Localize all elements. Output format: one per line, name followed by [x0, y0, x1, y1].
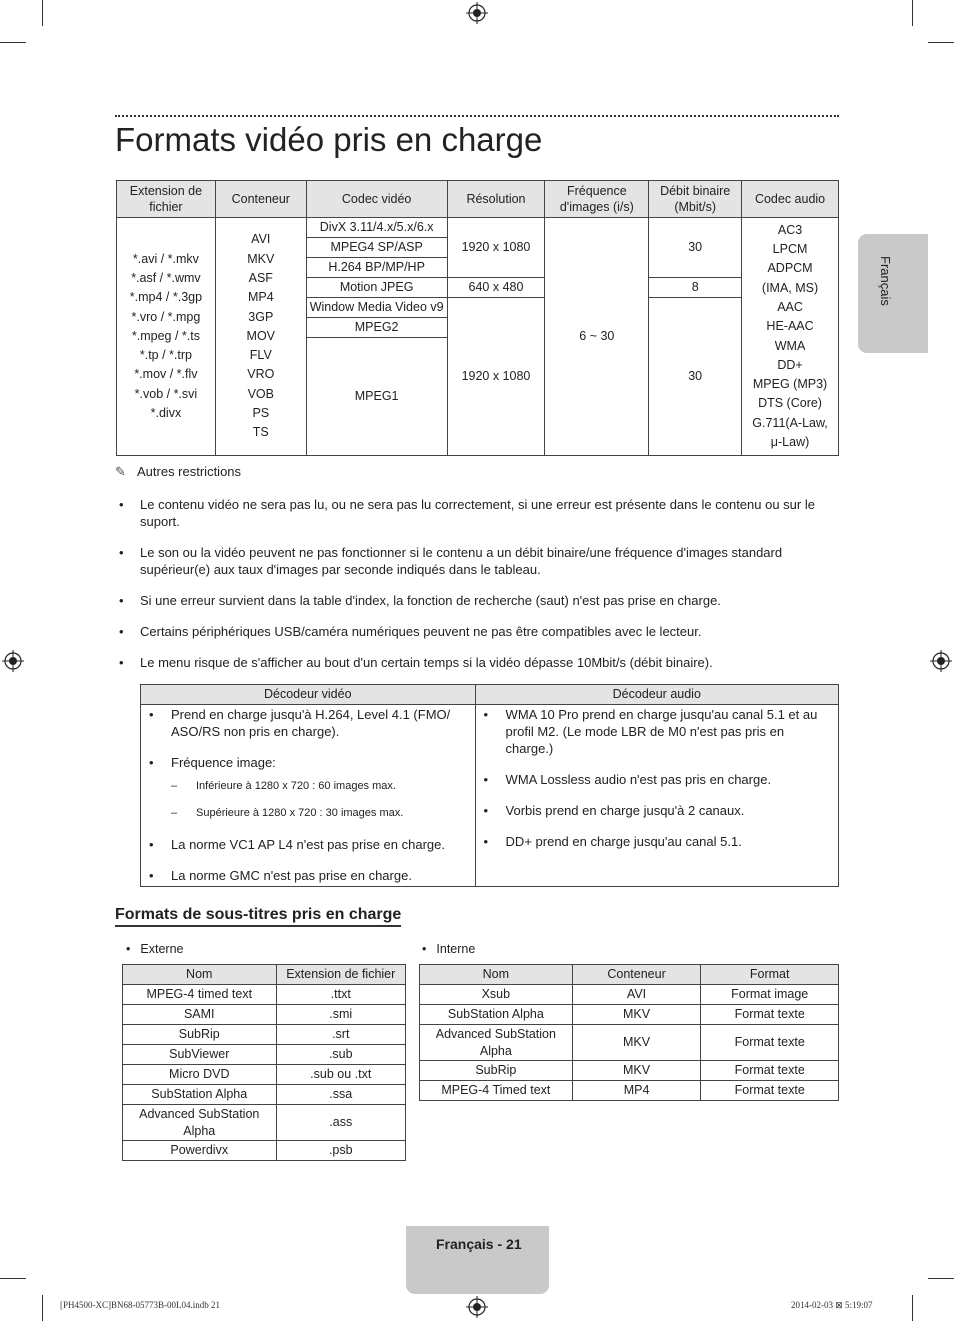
table-row [123, 1085, 406, 1105]
crop-mark [0, 42, 26, 43]
codec-cell: MPEG2 [306, 318, 447, 338]
column-header: Fréquence d'images (i/s) [545, 181, 649, 218]
table-cell: Format texte [701, 1005, 839, 1025]
external-label: • Externe [126, 942, 183, 956]
table-cell: .psb [276, 1141, 405, 1161]
video-decoder-cell [141, 705, 476, 887]
column-header: Nom [123, 965, 277, 985]
table-cell: .smi [276, 1005, 405, 1025]
list-sub-item: – Supérieure à 1280 x 720 : 30 images max. [149, 805, 467, 822]
table-row [123, 1005, 406, 1025]
column-header: Conteneur [572, 965, 701, 985]
column-header: Nom [420, 965, 573, 985]
side-tab-label: Français [878, 256, 893, 306]
crop-mark [912, 0, 913, 26]
table-row [420, 985, 839, 1005]
list-item: • La norme VC1 AP L4 n'est pas prise en charge. [149, 836, 467, 853]
column-header: Extension de fichier [117, 181, 216, 218]
print-footer-file: [PH4500-XC]BN68-05773B-00L04.indb 21 [60, 1300, 220, 1310]
print-footer-timestamp: 2014-02-03 ⊠ 5:19:07 [791, 1300, 873, 1310]
table-cell: .sub ou .txt [276, 1065, 405, 1085]
page-number-label: Français - 21 [436, 1236, 522, 1252]
external-subtitles-table [122, 964, 406, 1161]
table-cell: Format image [701, 985, 839, 1005]
codec-cell: MPEG1 [306, 338, 447, 456]
table-cell: MKV [572, 1061, 701, 1081]
table-cell: Powerdivx [123, 1141, 277, 1161]
list-item: • Prend en charge jusqu'à H.264, Level 4.1 (FMO/ ASO/RS non pris en charge). [149, 706, 467, 740]
table-cell: SubStation Alpha [420, 1005, 573, 1025]
table-row [123, 1025, 406, 1045]
list-item: • WMA Lossless audio n'est pas pris en charge. [484, 771, 830, 788]
table-cell: MPEG-4 Timed text [420, 1081, 573, 1101]
list-item: • WMA 10 Pro prend en charge jusqu'au canal 5.1 et au profil M2. (Le mode LBR de M0 n'est pas pris en charge.) [484, 706, 830, 757]
list-item: • Fréquence image: [149, 754, 467, 771]
crop-mark [912, 1295, 913, 1321]
registration-mark-icon [930, 650, 952, 672]
table-row [117, 218, 839, 238]
list-item: • Vorbis prend en charge jusqu'à 2 canaux. [484, 802, 830, 819]
column-header: Codec vidéo [306, 181, 447, 218]
containers-cell: AVI MKV ASF MP4 3GP MOV FLV VRO VOB PS TS [215, 218, 306, 456]
frame-rate-cell: 6 ~ 30 [545, 218, 649, 456]
table-row [420, 1025, 839, 1061]
table-cell: SubStation Alpha [123, 1085, 277, 1105]
codec-cell: Window Media Video v9 [306, 298, 447, 318]
list-item: • La norme GMC n'est pas prise en charge. [149, 867, 467, 884]
codec-cell: H.264 BP/MP/HP [306, 258, 447, 278]
page-number-tab [406, 1226, 549, 1294]
table-header-row [123, 965, 406, 985]
table-cell: Format texte [701, 1081, 839, 1101]
list-item: • Le menu risque de s'afficher au bout d'un certain temps si la vidéo dépasse 10Mbit/s (débit binaire). [115, 654, 839, 671]
column-header: Débit binaire (Mbit/s) [649, 181, 742, 218]
table-row [420, 1061, 839, 1081]
table-cell: SubRip [123, 1025, 277, 1045]
column-header: Conteneur [215, 181, 306, 218]
table-cell: MPEG-4 timed text [123, 985, 277, 1005]
table-cell: SubViewer [123, 1045, 277, 1065]
internal-label: • Interne [422, 942, 475, 956]
list-item: • Si une erreur survient dans la table d'index, la fonction de recherche (saut) n'est pas prise en charge. [115, 592, 839, 609]
table-cell: Xsub [420, 985, 573, 1005]
restrictions-list [115, 496, 839, 685]
decoder-table [140, 684, 839, 887]
bitrate-cell: 30 [649, 218, 742, 278]
table-row [141, 705, 839, 887]
codec-cell: MPEG4 SP/ASP [306, 238, 447, 258]
table-cell: .sub [276, 1045, 405, 1065]
table-row [123, 1065, 406, 1085]
crop-mark [928, 1278, 954, 1279]
table-cell: Micro DVD [123, 1065, 277, 1085]
table-cell: .ass [276, 1105, 405, 1141]
bitrate-cell: 30 [649, 298, 742, 456]
list-sub-item: – Inférieure à 1280 x 720 : 60 images max. [149, 778, 467, 795]
registration-mark-icon [2, 650, 24, 672]
codec-cell: Motion JPEG [306, 278, 447, 298]
list-item: • Le contenu vidéo ne sera pas lu, ou ne sera pas lu correctement, si une erreur est présente dans le contenu ou sur le suport. [115, 496, 839, 530]
table-cell: .ttxt [276, 985, 405, 1005]
table-cell: MP4 [572, 1081, 701, 1101]
resolution-cell: 640 x 480 [447, 278, 545, 298]
table-cell: Advanced SubStation Alpha [420, 1025, 573, 1061]
registration-mark-icon [466, 1296, 488, 1318]
column-header: Format [701, 965, 839, 985]
restrictions-title: Autres restrictions [137, 464, 242, 479]
table-cell: Advanced SubStation Alpha [123, 1105, 277, 1141]
table-cell: AVI [572, 985, 701, 1005]
extensions-cell: *.avi / *.mkv *.asf / *.wmv *.mp4 / *.3gp *.vro / *.mpg *.mpeg / *.ts *.tp / *.trp *.mov / *.flv *.vob / *.svi *.divx [117, 218, 216, 456]
table-cell: MKV [572, 1005, 701, 1025]
table-row [420, 1005, 839, 1025]
column-header: Codec audio [742, 181, 839, 218]
table-row [123, 1141, 406, 1161]
language-side-tab [858, 234, 928, 353]
list-item: • Certains périphériques USB/caméra numériques peuvent ne pas être compatibles avec le lecteur. [115, 623, 839, 640]
bitrate-cell: 8 [649, 278, 742, 298]
internal-subtitles-table [419, 964, 839, 1101]
crop-mark [42, 1295, 43, 1321]
table-header-row [420, 965, 839, 985]
column-header: Résolution [447, 181, 545, 218]
list-item: • Le son ou la vidéo peuvent ne pas fonctionner si le contenu a un débit binaire/une fréquence d'images standard supérieur(e) aux taux d'images par seconde indiqués dans le tableau. [115, 544, 839, 578]
resolution-cell: 1920 x 1080 [447, 298, 545, 456]
table-cell: Format texte [701, 1025, 839, 1061]
crop-mark [0, 1278, 26, 1279]
column-header: Décodeur vidéo [141, 685, 476, 705]
column-header: Extension de fichier [276, 965, 405, 985]
table-cell: MKV [572, 1025, 701, 1061]
table-cell: .ssa [276, 1085, 405, 1105]
table-cell: Format texte [701, 1061, 839, 1081]
crop-mark [928, 42, 954, 43]
registration-mark-icon [466, 2, 488, 24]
table-header-row [141, 685, 839, 705]
table-cell: SAMI [123, 1005, 277, 1025]
pencil-note-icon: ✎ [115, 464, 126, 479]
table-cell: SubRip [420, 1061, 573, 1081]
table-cell: .srt [276, 1025, 405, 1045]
audio-decoder-cell [475, 705, 838, 887]
table-row [420, 1081, 839, 1101]
codec-cell: DivX 3.11/4.x/5.x/6.x [306, 218, 447, 238]
section-heading: Formats de sous-titres pris en charge [115, 906, 401, 927]
crop-mark [42, 0, 43, 26]
table-row [123, 985, 406, 1005]
video-formats-table [116, 180, 839, 456]
title-rule [115, 115, 839, 117]
audio-codecs-cell: AC3 LPCM ADPCM (IMA, MS) AAC HE-AAC WMA DD+ MPEG (MP3) DTS (Core) G.711(A-Law, μ-Law) [742, 218, 839, 456]
resolution-cell: 1920 x 1080 [447, 218, 545, 278]
page-title: Formats vidéo pris en charge [115, 121, 543, 158]
list-item: • DD+ prend en charge jusqu'au canal 5.1. [484, 833, 830, 850]
column-header: Décodeur audio [475, 685, 838, 705]
table-row [123, 1105, 406, 1141]
table-row [123, 1045, 406, 1065]
restrictions-note [115, 464, 241, 480]
table-header-row [117, 181, 839, 218]
